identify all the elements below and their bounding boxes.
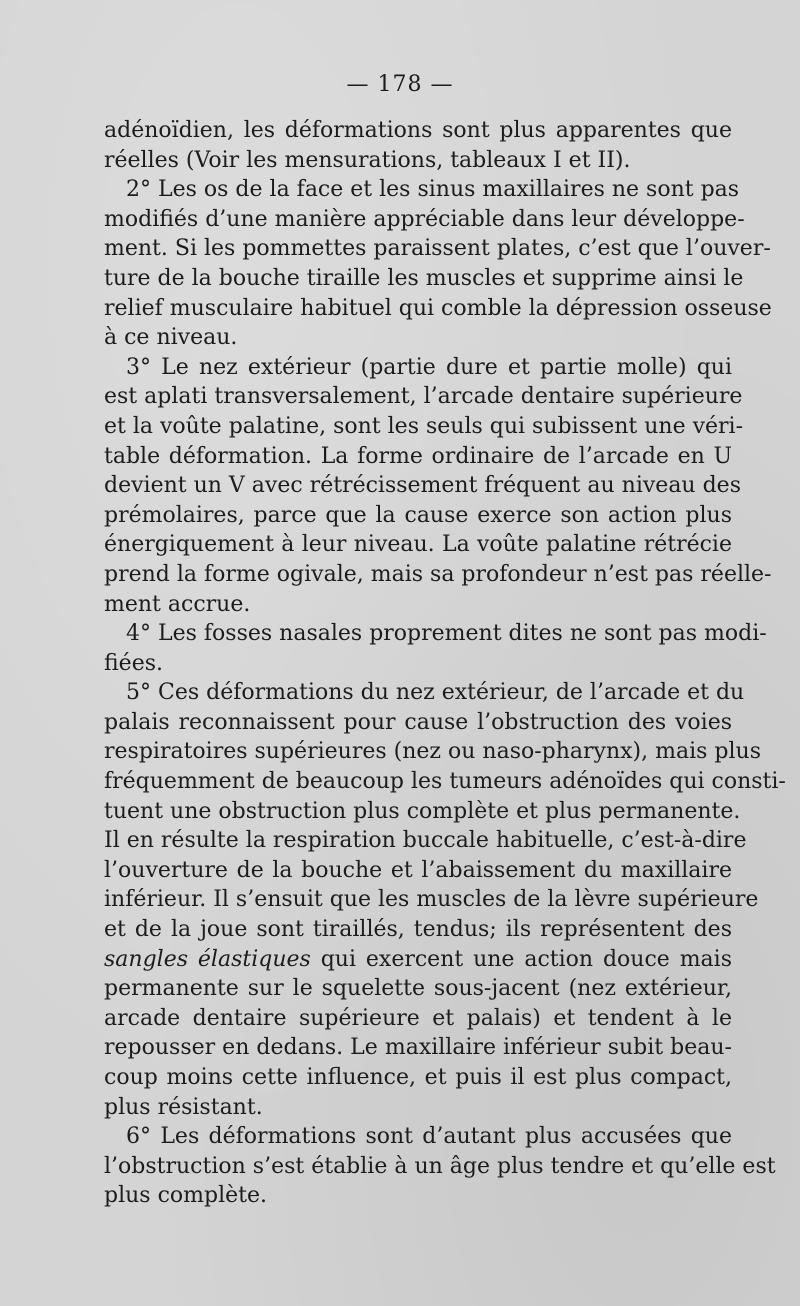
line-text: devient un V avec rétrécissement fréquent au niveau des xyxy=(104,473,741,499)
text-line xyxy=(104,619,767,649)
line-text: à ce niveau. xyxy=(104,325,238,351)
text-line xyxy=(104,501,732,531)
line-text: énergiquement à leur niveau. La voûte palatine rétrécie xyxy=(104,532,732,558)
text-line xyxy=(104,175,740,205)
text-line xyxy=(104,442,732,472)
line-text: ture de la bouche tiraille les muscles et supprime ainsi le xyxy=(104,265,744,291)
line-text: permanente sur le squelette sous-jacent (nez extérieur, xyxy=(104,976,732,1002)
line-text: respiratoires supérieures (nez ou naso-pharynx), mais plus xyxy=(104,739,761,765)
text-line xyxy=(104,560,772,590)
text-line xyxy=(104,1093,732,1123)
text-line xyxy=(104,530,732,560)
line-text: modifiés d’une manière appréciable dans leur développe- xyxy=(104,206,745,232)
line-text: et la voûte palatine, sont les seuls qui subissent une véri- xyxy=(104,413,744,439)
text-line xyxy=(104,471,741,501)
text-line xyxy=(104,974,732,1004)
text-line xyxy=(104,205,745,235)
line-text: et de la joue sont tiraillés, tendus; ils représentent des xyxy=(104,917,732,943)
line-text: l’ouverture de la bouche et l’abaissement du maxillaire xyxy=(104,857,732,883)
text-line xyxy=(104,945,732,975)
text-line xyxy=(104,264,744,294)
line-text: palais reconnaissent pour cause l’obstruction des voies xyxy=(104,709,732,735)
line-text: table déformation. La forme ordinaire de l’arcade en U xyxy=(104,443,732,469)
text-line xyxy=(104,678,745,708)
line-text: prémolaires, parce que la cause exerce son action plus xyxy=(104,502,732,528)
line-text: tuent une obstruction plus complète et plus permanente. xyxy=(104,798,741,824)
line-text: adénoïdien, les déformations sont plus apparentes que xyxy=(104,118,732,143)
text-line xyxy=(104,1033,732,1063)
page-number: — 178 — xyxy=(346,72,454,97)
text-line xyxy=(104,915,732,945)
text-line xyxy=(104,323,732,353)
text-line xyxy=(104,1152,776,1182)
italic-phrase: sangles élastiques xyxy=(104,946,311,972)
line-text: réelles (Voir les mensurations, tableaux I et II). xyxy=(104,147,631,173)
text-line xyxy=(104,737,761,767)
line-text: Il en résulte la respiration buccale habituelle, c’est-à-dire xyxy=(104,828,747,854)
line-text: 6° Les déformations sont d’autant plus accusées que xyxy=(126,1124,732,1150)
line-text: fréquemment de beaucoup les tumeurs adénoïdes qui consti- xyxy=(104,769,786,795)
line-text: 5° Ces déformations du nez extérieur, de l’arcade et du xyxy=(126,680,745,706)
line-text: l’obstruction s’est établie à un âge plus tendre et qu’elle est xyxy=(104,1153,776,1179)
text-line xyxy=(104,590,732,620)
line-text: 4° Les fosses nasales proprement dites ne sont pas modi- xyxy=(126,621,767,647)
line-text: plus complète. xyxy=(104,1183,267,1209)
text-line xyxy=(104,382,743,412)
line-text: 2° Les os de la face et les sinus maxillaires ne sont pas xyxy=(126,177,740,203)
line-text: arcade dentaire supérieure et palais) et tendent à le xyxy=(104,1005,732,1031)
text-line xyxy=(104,116,732,146)
text-line xyxy=(104,885,759,915)
text-line xyxy=(104,353,732,383)
text-line xyxy=(104,649,732,679)
text-line xyxy=(104,1004,732,1034)
text-line xyxy=(104,412,744,442)
line-text: repousser en dedans. Le maxillaire inférieur subit beau- xyxy=(104,1035,732,1061)
text-line xyxy=(104,234,771,264)
body-text xyxy=(104,116,786,1211)
text-line xyxy=(104,826,747,856)
line-text: ment. Si les pommettes paraissent plates, c’est que l’ouver- xyxy=(104,236,771,262)
text-line xyxy=(104,294,772,324)
text-line xyxy=(104,146,732,176)
line-text: coup moins cette influence, et puis il est plus compact, xyxy=(104,1065,732,1090)
text-line xyxy=(104,1063,732,1093)
line-text: relief musculaire habituel qui comble la dépression osseuse xyxy=(104,295,772,321)
text-line xyxy=(104,708,732,738)
line-text: plus résistant. xyxy=(104,1094,263,1120)
text-line xyxy=(104,1122,732,1152)
text-line xyxy=(104,797,741,827)
line-text: est aplati transversalement, l’arcade dentaire supérieure xyxy=(104,384,743,410)
line-text: inférieur. Il s’ensuit que les muscles de la lèvre supérieure xyxy=(104,887,759,913)
line-text: ment accrue. xyxy=(104,591,251,617)
line-text: 3° Le nez extérieur (partie dure et partie molle) qui xyxy=(126,354,732,380)
line-text: prend la forme ogivale, mais sa profondeur n’est pas réelle- xyxy=(104,561,772,587)
text-line xyxy=(104,856,732,886)
text-line xyxy=(104,1181,732,1211)
line-text: qui exercent une action douce mais xyxy=(310,946,732,972)
text-line xyxy=(104,767,786,797)
line-text: fiées. xyxy=(104,650,163,676)
